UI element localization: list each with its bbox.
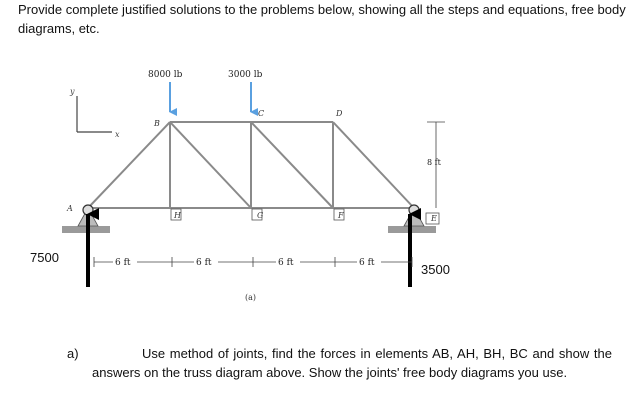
span-label-4: 6 ft: [359, 258, 375, 268]
question-text: Use method of joints, find the forces in elements AB, AH, BH, BC and show the answers on the truss diagram above. Show the joints' free body diagrams you use.: [92, 346, 612, 380]
joint-label-H: H: [174, 211, 181, 220]
member-DE: [333, 122, 414, 208]
joint-label-G: G: [257, 211, 264, 220]
height-label: 8 ft: [427, 158, 441, 167]
joint-label-A: A: [67, 204, 73, 213]
member-BG: [170, 122, 251, 208]
member-CF: [251, 122, 333, 208]
joint-label-D: D: [336, 109, 343, 118]
left-reaction-label: 7500: [30, 250, 59, 265]
joint-label-F: F: [338, 211, 344, 220]
applied-loads: [148, 70, 263, 112]
span-dimensions: [94, 256, 412, 268]
axes: [69, 87, 120, 139]
figure-caption: (a): [245, 293, 257, 302]
load-label-C: 3000 lb: [228, 70, 263, 80]
y-axis-label: y: [70, 87, 75, 96]
height-dimension: [427, 122, 445, 208]
right-reaction-label: 3500: [421, 262, 450, 277]
joint-label-C: C: [258, 109, 265, 118]
joint-label-B: B: [154, 119, 160, 128]
problem-instructions: Provide complete justified solutions to the problems below, showing all the steps and equations, free body diagrams, etc.: [18, 2, 626, 36]
question-label: a): [67, 346, 79, 361]
span-label-1: 6 ft: [115, 258, 131, 268]
span-label-3: 6 ft: [278, 258, 294, 268]
truss-members: [88, 122, 414, 208]
joint-label-E: E: [431, 214, 437, 223]
span-label-2: 6 ft: [196, 258, 212, 268]
x-axis-label: x: [115, 130, 120, 139]
member-AB: [88, 122, 170, 208]
load-label-B: 8000 lb: [148, 70, 183, 80]
